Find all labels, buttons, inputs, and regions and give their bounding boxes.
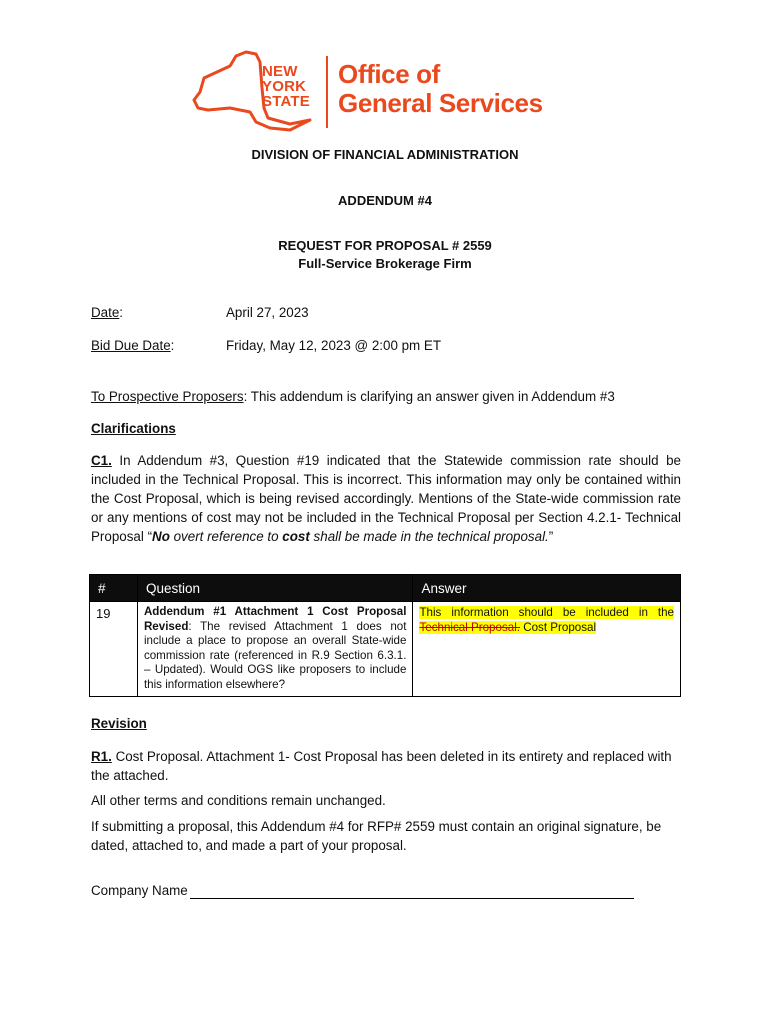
rfp-title: REQUEST FOR PROPOSAL # 2559	[278, 238, 492, 253]
c1-close: ”	[548, 529, 554, 544]
table-row	[90, 602, 681, 697]
header-question: Question	[137, 575, 413, 602]
c1-no: No	[152, 529, 170, 544]
ogs-wordmark: Office of General Services	[338, 59, 543, 118]
ogs-logo	[190, 48, 570, 136]
clarifications-heading: Clarifications	[91, 421, 176, 436]
intro-line	[91, 388, 615, 406]
r1-label: R1.	[91, 749, 112, 764]
qa-table	[89, 574, 681, 697]
rfp-subtitle: Full-Service Brokerage Firm	[298, 256, 472, 271]
company-name-line[interactable]	[190, 898, 634, 899]
intro-label: To Prospective Proposers	[91, 389, 244, 404]
answer-new: Cost Proposal	[520, 621, 597, 634]
question-text: : The revised Attachment 1 does not include a place to propose an overall State-wide commission rate (referenced in R.9 Section 6.3.1. – Updated). Would OGS like proposers to include this information elsewhere?	[143, 619, 407, 691]
company-name-label: Company Name	[91, 883, 188, 898]
date-value: April 27, 2023	[226, 305, 309, 320]
c1-mid: overt reference to	[169, 529, 283, 544]
row-question	[137, 602, 413, 697]
revision-r1	[91, 747, 681, 785]
division-title: DIVISION OF FINANCIAL ADMINISTRATION	[251, 147, 519, 162]
c1-label: C1.	[91, 453, 112, 468]
c1-cost: cost	[282, 529, 310, 544]
clarification-c1	[91, 451, 681, 546]
revision-heading: Revision	[91, 716, 147, 731]
c1-end: shall be made in the technical proposal.	[309, 529, 549, 544]
header-number: #	[90, 575, 138, 602]
due-label-row: Bid Due Date:	[91, 338, 175, 353]
question-bold: Addendum #1 Attachment 1 Cost Proposal Revised	[143, 605, 407, 633]
date-label-row: Date:	[91, 305, 124, 320]
header-answer: Answer	[413, 575, 681, 602]
answer-struck: Technical Proposal.	[419, 621, 520, 634]
due-date-value: Friday, May 12, 2023 @ 2:00 pm ET	[226, 338, 442, 353]
answer-text: This information should be included in the	[419, 606, 674, 619]
r1-text: Cost Proposal. Attachment 1- Cost Proposal has been deleted in its entirety and replaced with the attached.	[91, 749, 672, 783]
row-answer	[413, 602, 681, 697]
row-number: 19	[90, 602, 138, 697]
table-header-row	[90, 575, 681, 602]
date-label: Date	[91, 305, 120, 320]
nys-wordmark: NEW YORK STATE	[262, 63, 310, 110]
logo-divider	[326, 56, 328, 128]
closing-line2: If submitting a proposal, this Addendum #4 for RFP# 2559 must contain an original signature, be dated, attached to, and made a part of your proposal.	[91, 819, 662, 853]
intro-text: : This addendum is clarifying an answer given in Addendum #3	[243, 389, 615, 404]
due-date-label: Bid Due Date	[91, 338, 171, 353]
addendum-title: ADDENDUM #4	[338, 193, 432, 208]
c1-text: In Addendum #3, Question #19 indicated that the Statewide commission rate should be included in the Technical Proposal. This is incorrect. This information may only be contained within the Cost Proposal, which is being revised accordingly. Mentions of the State-wide commission rate or any mentions of cost may not be included in the Technical Proposal per Section 4.2.1- Technical Proposal “	[91, 453, 681, 544]
closing-line1: All other terms and conditions remain unchanged.	[91, 793, 386, 808]
